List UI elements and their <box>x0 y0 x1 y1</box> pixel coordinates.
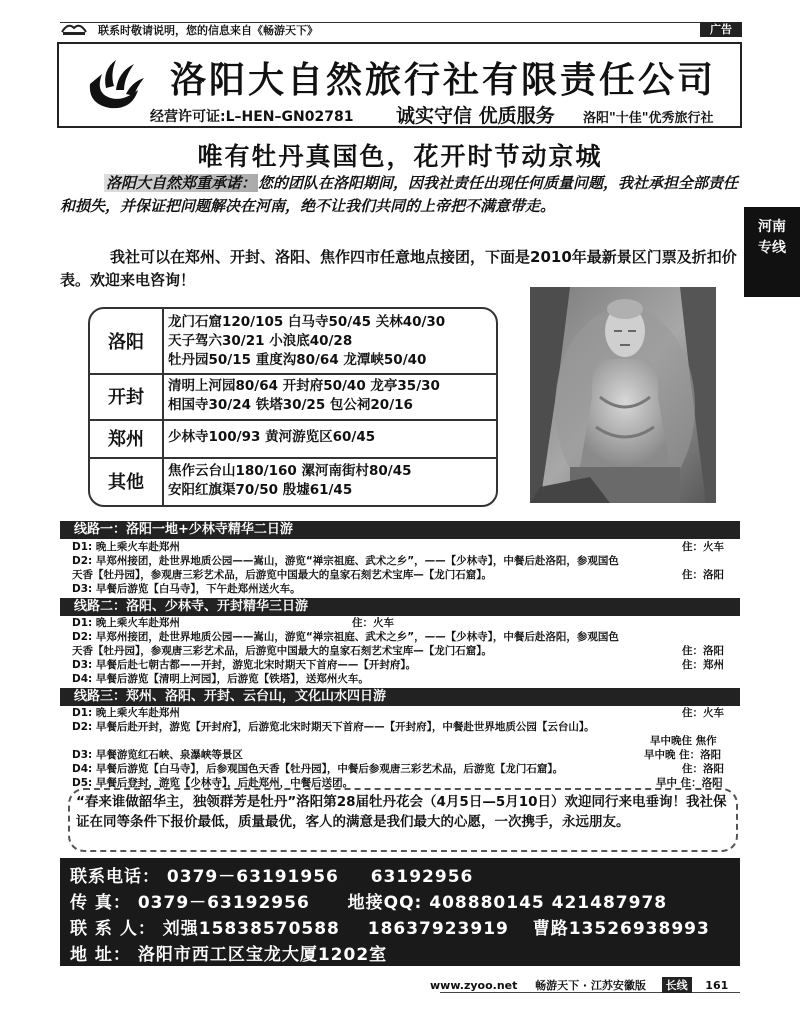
award-text: 洛阳"十佳"优秀旅行社 <box>583 111 714 126</box>
footer-site[interactable]: www.zyoo.net <box>430 979 518 992</box>
price-line: 安阳红旗渠70/50 殷墟61/45 <box>168 482 353 498</box>
person-label: 联 系 人： <box>70 919 156 939</box>
phone-number[interactable]: 0379－63191956 <box>166 867 339 887</box>
person-contact[interactable]: 18637923919 <box>367 919 509 939</box>
route-day: D3: 早餐后游览【白马寺】，下午赴郑州送火车。 <box>72 583 301 595</box>
route-day-stay: 早中晚 住：洛阳 <box>644 749 722 761</box>
qq-label: 地接QQ: <box>347 893 423 913</box>
price-table <box>88 307 498 507</box>
route-title: 线路三：郑州、洛阳、开封、云台山，文化山水四日游 <box>60 688 740 706</box>
route-day: D1: 晚上乘火车赴郑州 <box>72 617 180 629</box>
qq-number[interactable]: 408880145 421487978 <box>429 893 668 913</box>
promise-paragraph <box>60 172 740 218</box>
side-tab-line2: 专线 <box>758 240 786 256</box>
intro-text: 我社可以在郑州、开封、洛阳、焦作四市任意地点接团，下面是2010年最新景区门票及折扣价表。 <box>60 248 737 289</box>
price-line: 少林寺100/93 黄河游览区60/45 <box>168 429 376 445</box>
route-day: D4: 早餐后游览【清明上河园】，后游览【铁塔】，送郑州火车。 <box>72 673 369 685</box>
price-city: 开封 <box>90 373 164 419</box>
promise-label: 洛阳大自然郑重承诺： <box>106 174 257 192</box>
section-side-tab <box>744 207 800 297</box>
price-line: 龙门石窟120/105 白马寺50/45 关林40/30 <box>168 314 446 330</box>
footer <box>430 977 728 993</box>
route-day: D5: 早餐后登封，游览【少林寺】，后赴郑州，中餐后送团。 <box>72 777 354 789</box>
contact-block <box>60 858 740 966</box>
company-logo-icon <box>80 54 146 114</box>
fax-label: 传 真： <box>70 893 131 913</box>
price-city: 其他 <box>90 457 164 505</box>
price-city: 郑州 <box>90 419 164 457</box>
promise-text: 您的团队在洛阳期间，因我社责任出现任何质量问题，我社承担全部责任和损失，并保证把问题解决在河南，绝不让我们共同的上帝把不满意带走。 <box>60 174 739 215</box>
festival-text: “春来谁做韶华主，独领群芳是牡丹”洛阳第28届牡丹花会（4月5日—5月10日）欢迎同行来电垂询！我社保证在同等条件下报价最低，质量最优，客人的满意是我们最大的心愿，一次携手，永远朋友。 <box>76 794 727 830</box>
address: 洛阳市西工区宝龙大厦1202室 <box>137 945 388 965</box>
route-day-stay: 住：洛阳 <box>682 763 724 775</box>
route-day: D4: 早餐后游览【白马寺】，后参观国色天香【牡丹园】，中餐后参观唐三彩艺术品，后游览【龙门石窟】。 <box>72 763 564 775</box>
fax-number[interactable]: 0379－63192956 <box>137 893 310 913</box>
route-day: 天香【牡丹园】，参观唐三彩艺术品，后游览中国最大的皇家石刻艺术宝库—【龙门石窟】。 <box>72 569 492 581</box>
route-day: D2: 早郑州接团，赴世界地质公园——嵩山，游览“禅宗祖庭、武术之乡”，——【少林寺】，中餐后赴洛阳，参观国色 <box>72 555 619 567</box>
person-contact[interactable]: 曹路13526938993 <box>532 919 710 939</box>
price-city: 洛阳 <box>90 309 164 373</box>
route-day-stay: 早中晚住 焦作 <box>650 735 717 747</box>
price-row <box>90 457 496 505</box>
route-day: D2: 早郑州接团，赴世界地质公园——嵩山，游览“禅宗祖庭、武术之乡”，——【少林寺】，中餐后赴洛阳，参观国色 <box>72 631 619 643</box>
price-line: 牡丹园50/15 重度沟80/64 龙潭峡50/40 <box>168 352 427 368</box>
price-row <box>90 419 496 459</box>
footer-magazine: 畅游天下 · 江苏安徽版 <box>535 979 646 992</box>
slogan: 诚实守信 优质服务 <box>396 105 555 127</box>
route-day-stay: 早中 住：洛阳 <box>656 777 723 789</box>
address-label: 地 址： <box>70 945 131 965</box>
route-day-stay: 住：火车 <box>682 707 724 719</box>
phone-number[interactable]: 63192956 <box>370 867 474 887</box>
page-number: 161 <box>705 979 729 992</box>
price-row <box>90 373 496 421</box>
license-number: 经营许可证:L–HEN–GN02781 <box>150 109 354 125</box>
price-line: 清明上河园80/64 开封府50/40 龙亭35/30 <box>168 378 440 394</box>
route-day: D3: 早餐后赴七朝古都——开封，游览北宋时期天下首府——【开封府】。 <box>72 659 417 671</box>
route-day: D2: 早餐后赴开封，游览【开封府】，后游览北宋时期天下首府——【开封府】，中餐赴世界地质公园【云台山】。 <box>72 721 595 733</box>
company-name: 洛阳大自然旅行社有限责任公司 <box>170 60 717 101</box>
route-day: 天香【牡丹园】，参观唐三彩艺术品，后游览中国最大的皇家石刻艺术宝库—【龙门石窟】。 <box>72 645 492 657</box>
intro-end: ！ <box>180 271 196 289</box>
longmen-buddha-photo <box>530 287 716 503</box>
route-title: 线路二：洛阳、少林寺、开封精华三日游 <box>60 598 740 616</box>
route-day-stay: 住：火车 <box>682 541 724 553</box>
price-line: 相国寺30/24 铁塔30/25 包公祠20/16 <box>168 397 413 413</box>
route-day: D1: 晚上乘火车赴郑州 <box>72 541 180 553</box>
intro-cta: 欢迎来电咨询 <box>90 271 181 289</box>
route-day-stay: 住：洛阳 <box>682 645 724 657</box>
phone-label: 联系电话： <box>70 867 160 887</box>
route-day-stay: 住：洛阳 <box>682 569 724 581</box>
headline: 唯有牡丹真国色，花开时节动京城 <box>197 142 603 171</box>
route-day-stay: 住：郑州 <box>682 659 724 671</box>
price-line: 天子驾六30/21 小浪底40/28 <box>168 333 353 349</box>
source-note: 联系时敬请说明，您的信息来自《畅游天下》 <box>98 24 318 37</box>
person-contact[interactable]: 刘强15838570588 <box>162 919 340 939</box>
route-title: 线路一：洛阳一地+少林寺精华二日游 <box>60 521 740 539</box>
ad-tag: 广告 <box>700 22 742 37</box>
route-day-stay: 住：火车 <box>352 617 394 629</box>
footer-badge: 长线 <box>662 977 692 993</box>
price-row <box>90 309 496 375</box>
price-line: 焦作云台山180/160 漯河南街村80/45 <box>168 463 412 479</box>
intro-paragraph <box>60 246 740 292</box>
route-day: D3: 早餐游览红石峡、泉瀑峡等景区 <box>72 749 243 761</box>
route-day: D1: 晚上乘火车赴郑州 <box>72 707 180 719</box>
side-tab-line1: 河南 <box>758 219 786 235</box>
